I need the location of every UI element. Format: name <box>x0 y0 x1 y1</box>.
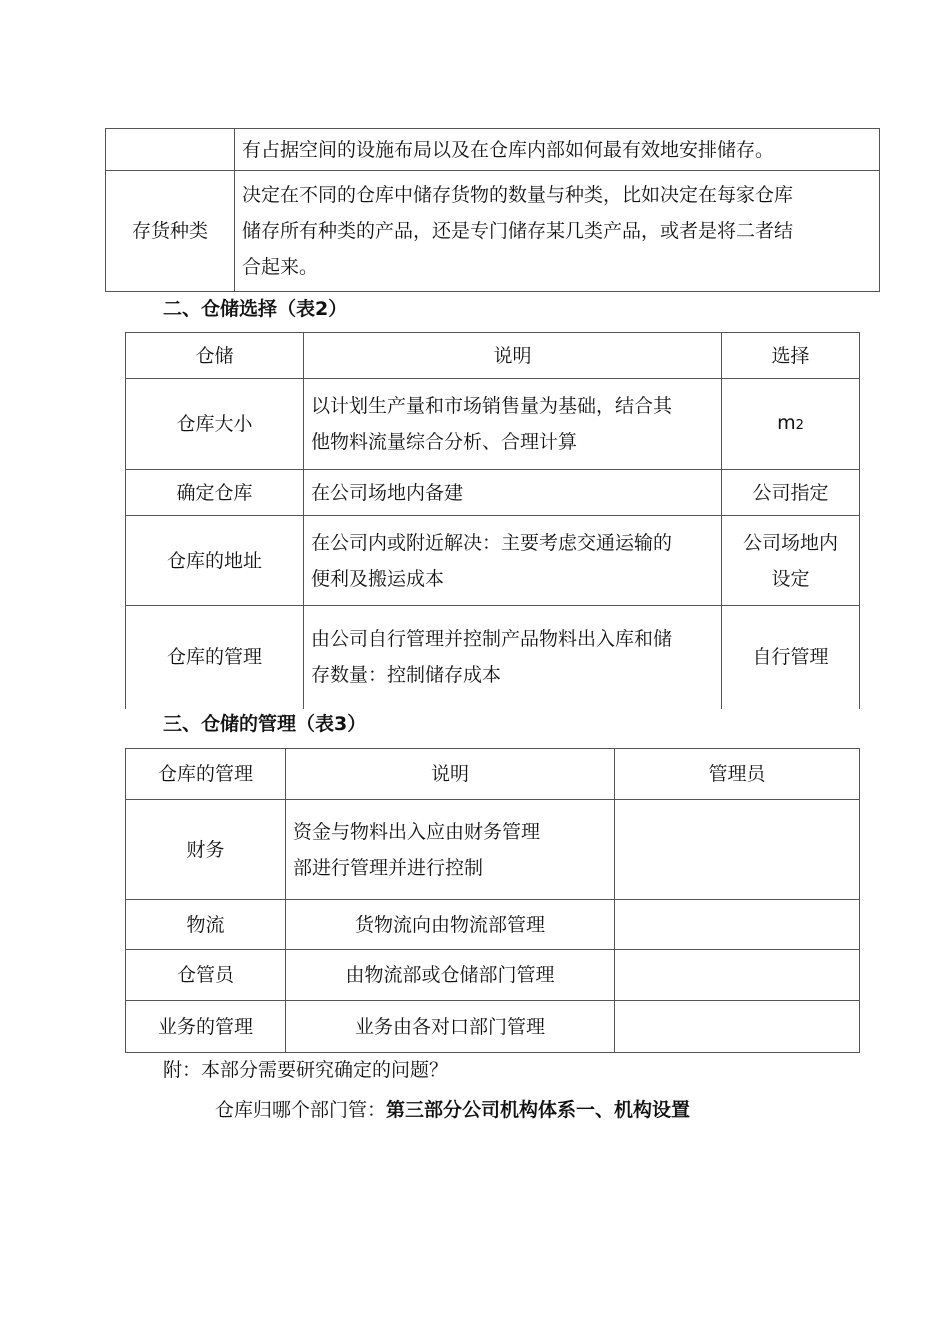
row-manager <box>615 800 860 900</box>
department-question <box>215 1095 690 1122</box>
text-line: 公司场地内 <box>742 531 838 554</box>
column-header: 仓储 <box>126 333 304 379</box>
row-label: 物流 <box>126 900 286 950</box>
row-label: 仓库大小 <box>126 379 304 470</box>
text-line: 自行管理 <box>752 646 829 669</box>
table-row <box>126 900 860 950</box>
table-header-row <box>126 749 860 800</box>
text-line: 存数量：控制储存成本 <box>311 664 502 687</box>
table-row <box>106 129 880 171</box>
text-line: 便利及搬运成本 <box>311 567 445 590</box>
text-line: 合起来。 <box>242 256 319 278</box>
row-description <box>304 606 722 709</box>
text-line: 资金与物料出入应由财务管理 <box>293 820 541 843</box>
row-choice <box>722 606 860 709</box>
storage-selection-table <box>125 332 860 709</box>
column-header: 选择 <box>722 333 860 379</box>
row-manager <box>615 1001 860 1053</box>
column-header: 管理员 <box>615 749 860 800</box>
question-text: 仓库归哪个部门管： <box>215 1099 387 1121</box>
column-header: 说明 <box>286 749 615 800</box>
storage-detail-table <box>105 128 880 292</box>
table-row <box>126 606 860 709</box>
table-row <box>126 470 860 516</box>
table-cell-label <box>106 129 235 171</box>
storage-management-table <box>125 748 860 1053</box>
row-description <box>304 470 722 516</box>
next-part-heading: 第三部分公司机构体系一、机构设置 <box>386 1099 691 1121</box>
row-label: 仓库的地址 <box>126 516 304 606</box>
section-heading: 三、仓储的管理（表3） <box>163 713 367 735</box>
table-row <box>126 516 860 606</box>
text-line: 由公司自行管理并控制产品物料出入库和储 <box>311 628 673 651</box>
text-line: 以计划生产量和市场销售量为基础，结合其 <box>311 395 673 417</box>
row-description: 由物流部或仓储部门管理 <box>286 950 615 1001</box>
table-row <box>126 1001 860 1053</box>
row-description: 货物流向由物流部管理 <box>286 900 615 950</box>
section-heading: 二、仓储选择（表2） <box>163 298 348 320</box>
table-cell-text <box>235 171 880 292</box>
text-line: 公司指定 <box>752 481 829 504</box>
column-header: 说明 <box>304 333 722 379</box>
row-manager <box>615 900 860 950</box>
row-description <box>304 379 722 470</box>
text-line: 设定 <box>771 567 810 590</box>
unit-exponent: 2 <box>795 417 804 433</box>
text-line: 储存所有种类的产品，还是专门储存某几类产品，或者是将二者结 <box>242 220 794 242</box>
row-description <box>304 516 722 606</box>
row-choice <box>722 379 860 470</box>
unit-text: m <box>777 411 796 434</box>
row-label: 财务 <box>126 800 286 900</box>
text-line: 部进行管理并进行控制 <box>293 856 484 879</box>
text-line: 决定在不同的仓库中储存货物的数量与种类，比如决定在每家仓库 <box>242 184 794 206</box>
table-row <box>106 171 880 292</box>
row-choice <box>722 516 860 606</box>
row-label: 确定仓库 <box>126 470 304 516</box>
table-row <box>126 379 860 470</box>
row-label: 业务的管理 <box>126 1001 286 1053</box>
appendix-note: 附：本部分需要研究确定的问题？ <box>163 1059 449 1081</box>
table-row <box>126 950 860 1001</box>
table-cell-label: 存货种类 <box>106 171 235 292</box>
column-header: 仓库的管理 <box>126 749 286 800</box>
row-choice <box>722 470 860 516</box>
row-manager <box>615 950 860 1001</box>
row-description <box>286 800 615 900</box>
text-line: 在公司场地内备建 <box>311 481 464 504</box>
table-row <box>126 800 860 900</box>
text-line: 他物料流量综合分析、合理计算 <box>311 431 578 453</box>
text-line: 在公司内或附近解决：主要考虑交通运输的 <box>311 531 673 554</box>
row-label: 仓管员 <box>126 950 286 1001</box>
row-description: 业务由各对口部门管理 <box>286 1001 615 1053</box>
table-header-row <box>126 333 860 379</box>
row-label: 仓库的管理 <box>126 606 304 709</box>
table-cell-text: 有占据空间的设施布局以及在仓库内部如何最有效地安排储存。 <box>235 129 880 171</box>
